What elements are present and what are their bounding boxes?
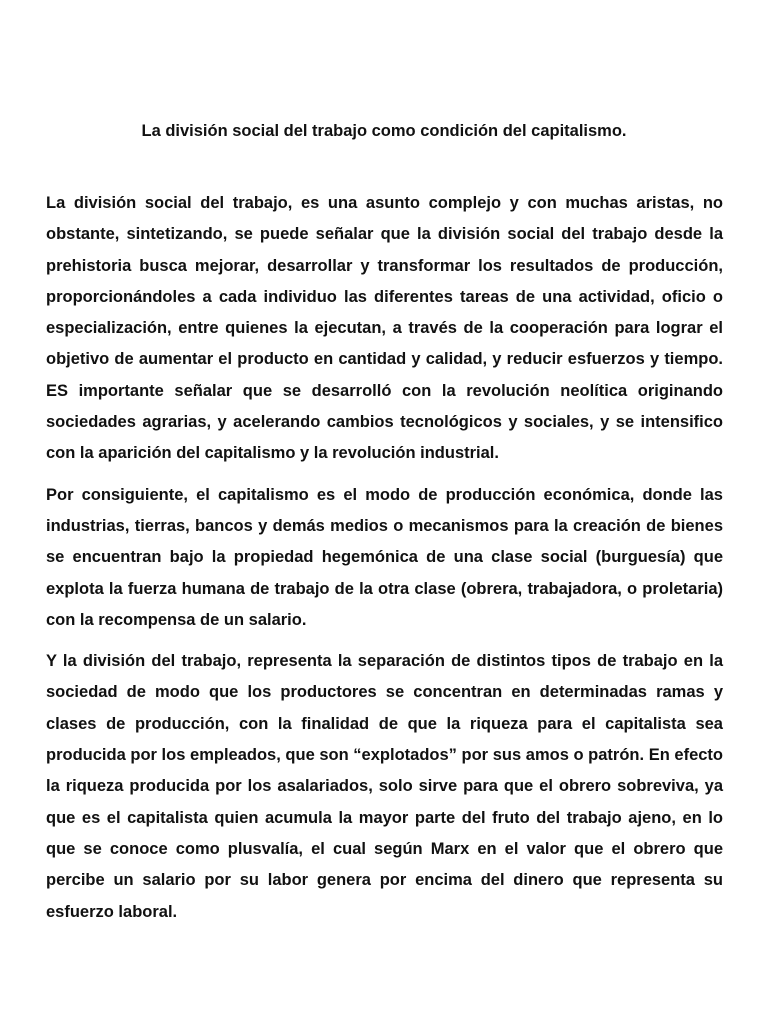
document-title: La división social del trabajo como condición del capitalismo. [141,122,627,140]
paragraph-1: La división social del trabajo, es una asunto complejo y con muchas aristas, no obstante, sintetizando, se puede señalar que la división social del trabajo desde la prehistoria busca mejorar, desarrollar y transformar los resultados de producción, proporcionándoles a cada individuo las diferentes tareas de una actividad, oficio o especialización, entre quienes la ejecutan, a través de la cooperación para lograr el objetivo de aumentar el producto en cantidad y calidad, y reducir esfuerzos y tiempo. ES importante señalar que se desarrolló con la revolución neolítica originando sociedades agrarias, y acelerando cambios tecnológicos y sociales, y se intensifico con la aparición del capitalismo y la revolución industrial. [46,194,723,463]
document-body [46,188,723,938]
paragraph-3: Y la división del trabajo, representa la separación de distintos tipos de trabajo en la sociedad de modo que los productores se concentran en determinadas ramas y clases de producción, con la finalidad de que la riqueza para el capitalista sea producida por los empleados, que son “explotados” por sus amos o patrón. En efecto la riqueza producida por los asalariados, solo sirve para que el obrero sobreviva, ya que es el capitalista quien acumula la mayor parte del fruto del trabajo ajeno, en lo que se conoce como plusvalía, el cual según Marx en el valor que el obrero que percibe un salario por su labor genera por encima del dinero que representa su esfuerzo laboral. [46,652,723,921]
paragraph-2: Por consiguiente, el capitalismo es el modo de producción económica, donde las industrias, tierras, bancos y demás medios o mecanismos para la creación de bienes se encuentran bajo la propiedad hegemónica de una clase social (burguesía) que explota la fuerza humana de trabajo de la otra clase (obrera, trabajadora, o proletaria) con la recompensa de un salario. [46,485,723,629]
